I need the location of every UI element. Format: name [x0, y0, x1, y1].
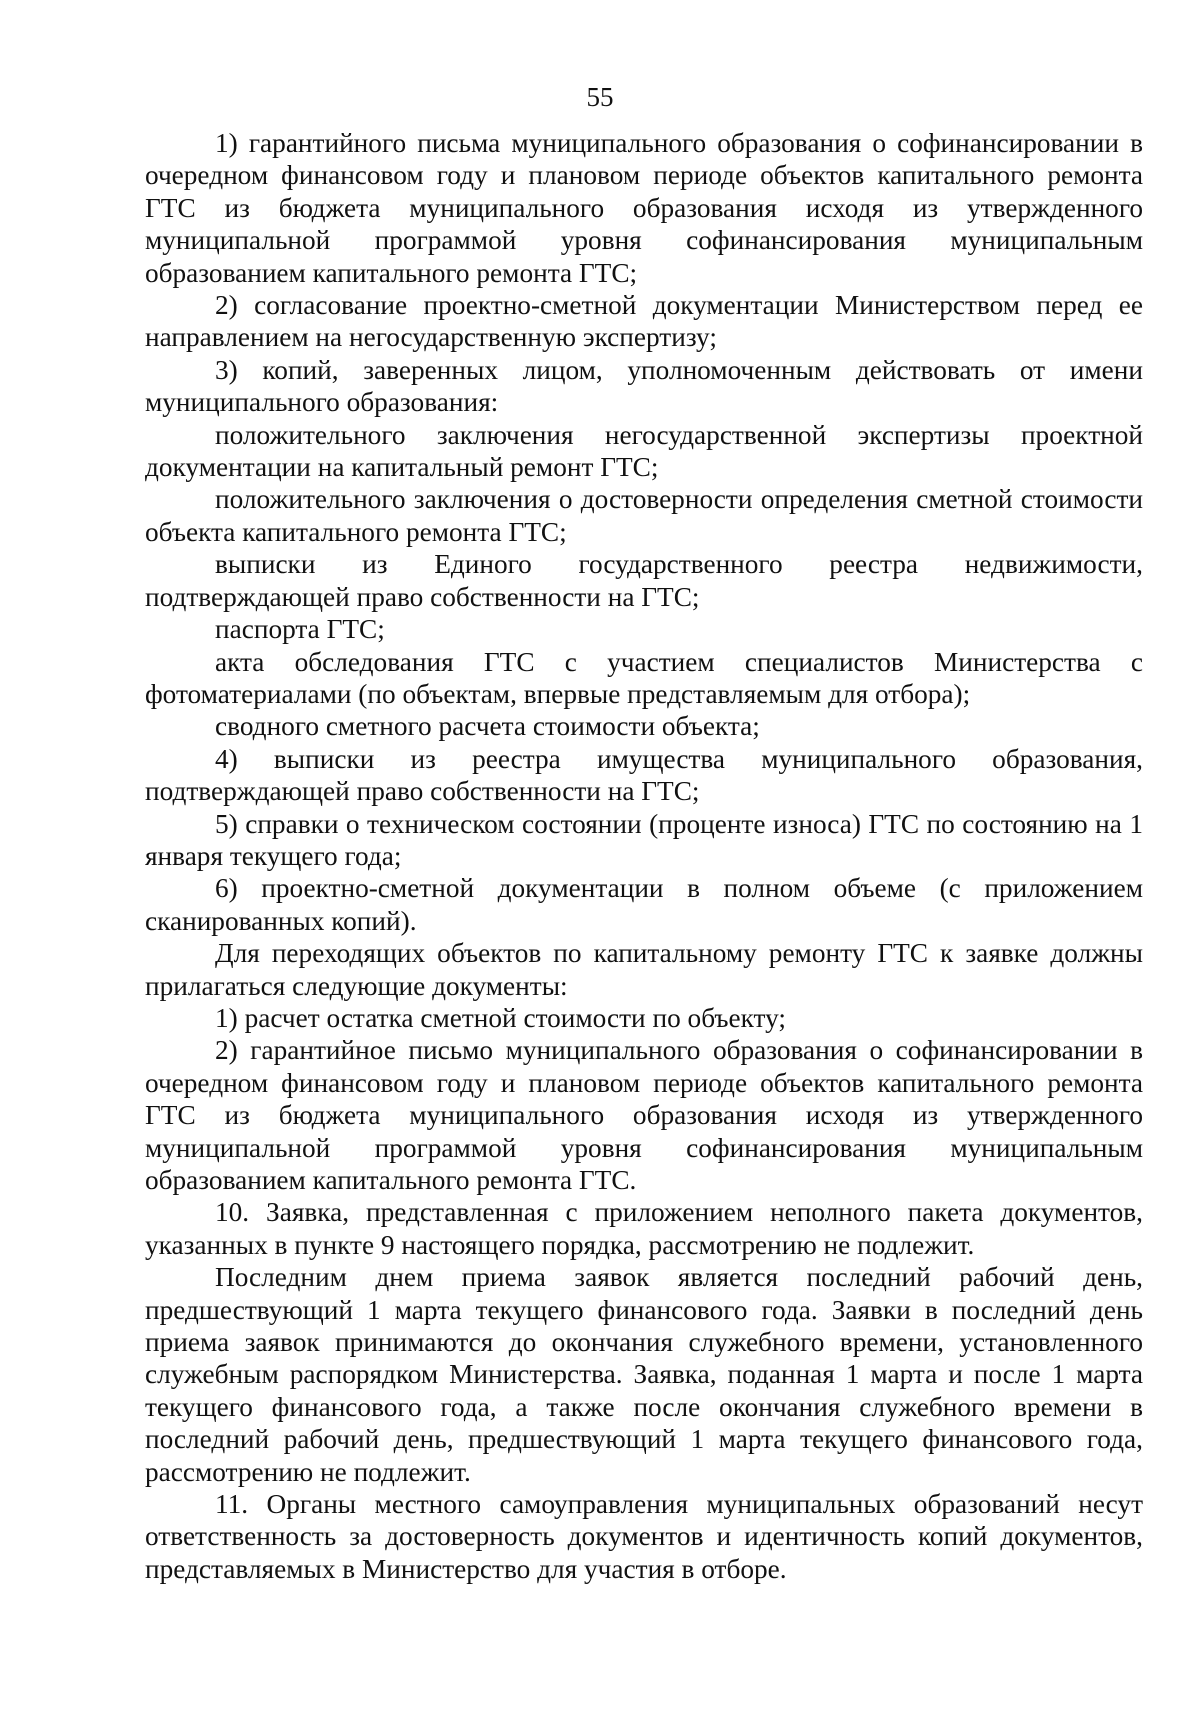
- paragraph-egrn-extract: выписки из Единого государственного реестра недвижимости, подтверждающей право собственности на ГТС;: [145, 549, 1143, 612]
- paragraph-item-10: 10. Заявка, представленная с приложением неполного пакета документов, указанных в пункте 9 настоящего порядка, рассмотрению не подлежит.: [145, 1197, 1143, 1260]
- paragraph-certified-copies: 3) копий, заверенных лицом, уполномоченным действовать от имени муниципального образования:: [145, 354, 1143, 418]
- page-number: 55: [586, 82, 614, 112]
- paragraph-guarantee-letter: 1) гарантийного письма муниципального образования о софинансировании в очередном финансовом году и плановом периоде объектов капитального ремонта ГТС из бюджета муниципального образования исходя из утвержденного муниципальной программой уровня софинансирования муниципальным образованием капитального ремонта ГТС;: [145, 128, 1143, 288]
- paragraph-guarantee-letter-transitional: 2) гарантийное письмо муниципального образования о софинансировании в очередном финансовом году и плановом периоде объектов капитального ремонта ГТС из бюджета муниципального образования исходя из утвержденного муниципальной программой уровня софинансирования муниципальным образованием капитального ремонта ГТС.: [145, 1035, 1143, 1195]
- paragraph-technical-condition: 5) справки о техническом состоянии (проценте износа) ГТС по состоянию на 1 января текущего года;: [145, 808, 1143, 871]
- paragraph-inspection-act: акта обследования ГТС с участием специалистов Министерства с фотоматериалами (по объектам, впервые представляемым для отбора);: [145, 646, 1143, 709]
- paragraph-gts-passport: паспорта ГТС;: [215, 614, 385, 645]
- paragraph-remaining-cost: 1) расчет остатка сметной стоимости по объекту;: [215, 1002, 786, 1033]
- document-body: [145, 127, 1143, 1585]
- paragraph-item-11: 11. Органы местного самоуправления муниципальных образований несут ответственность за достоверность документов и идентичность копий документов, представляемых в Министерство для участия в отборе.: [145, 1489, 1143, 1584]
- paragraph-psd-approval: 2) согласование проектно-сметной документации Министерством перед ее направлением на негосударственную экспертизу;: [145, 290, 1143, 353]
- paragraph-positive-expertise: положительного заключения негосударственной экспертизы проектной документации на капитальный ремонт ГТС;: [145, 419, 1143, 483]
- paragraph-deadline: Последним днем приема заявок является последний рабочий день, предшествующий 1 марта текущего финансового года. Заявки в последний день приема заявок принимаются до окончания служебного времени, установленного служебным распорядком Министерства. Заявка, поданная 1 марта и после 1 марта текущего финансового года, а также после окончания служебного времени в последний рабочий день, предшествующий 1 марта текущего финансового года, рассмотрению не подлежит.: [145, 1262, 1143, 1487]
- paragraph-property-register-extract: 4) выписки из реестра имущества муниципального образования, подтверждающей право собственности на ГТС;: [145, 743, 1143, 807]
- paragraph-estimate-reliability: положительного заключения о достоверности определения сметной стоимости объекта капитального ремонта ГТС;: [145, 484, 1143, 547]
- paragraph-transitional-objects: Для переходящих объектов по капитальному ремонту ГТС к заявке должны прилагаться следующие документы:: [145, 938, 1143, 1001]
- paragraph-summary-estimate: сводного сметного расчета стоимости объекта;: [215, 711, 760, 742]
- paragraph-full-psd: 6) проектно-сметной документации в полном объеме (с приложением сканированных копий).: [145, 873, 1143, 936]
